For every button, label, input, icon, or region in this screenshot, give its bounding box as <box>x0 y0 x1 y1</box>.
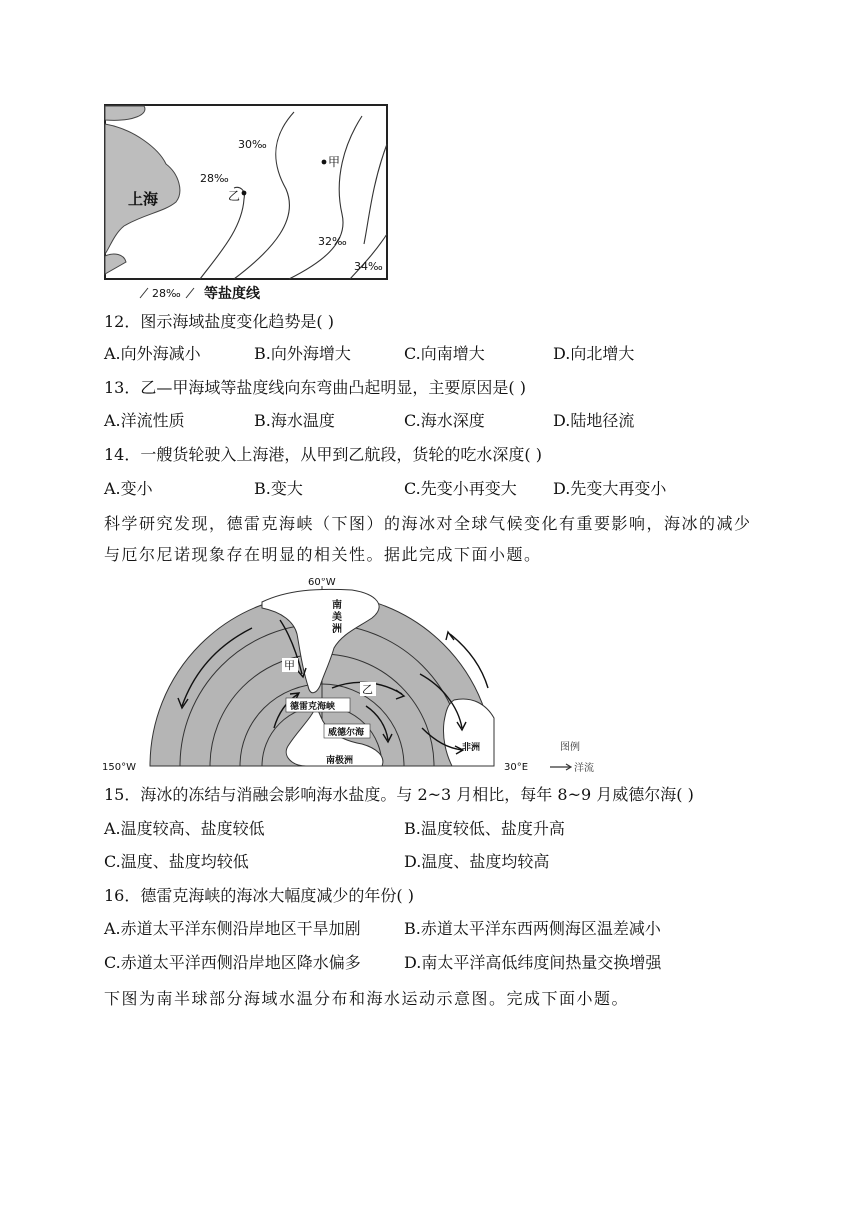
intro-southern-hemisphere <box>104 983 764 1014</box>
label-south-america-3: 洲 <box>332 624 342 635</box>
q16-option-d[interactable]: D.南太平洋高低纬度间热量交换增强 <box>404 953 662 972</box>
intro-drake-line2: 与厄尔尼诺现象存在明显的相关性。据此完成下面小题。 <box>104 545 542 564</box>
label-jia-2: 甲 <box>284 659 295 672</box>
q16-stem: 16．德雷克海峡的海冰大幅度减少的年份( ) <box>104 886 414 905</box>
q13-option-c[interactable]: C.海水深度 <box>404 411 485 430</box>
q14-option-b[interactable]: B.变大 <box>254 479 303 498</box>
q15-option-b[interactable]: B.温度较低、盐度升高 <box>404 819 565 838</box>
intro-drake-passage <box>104 508 764 570</box>
q12-option-d[interactable]: D.向北增大 <box>553 344 635 363</box>
label-weddell: 威德尔海 <box>328 728 365 738</box>
q13-option-a[interactable]: A.洋流性质 <box>104 411 185 430</box>
label-150w: 150°W <box>102 762 136 773</box>
label-yi-2: 乙 <box>362 683 373 696</box>
label-shanghai: 上海 <box>128 190 159 208</box>
label-jia: 甲 <box>328 155 341 169</box>
point-yi <box>242 191 247 196</box>
q16-option-a[interactable]: A.赤道太平洋东侧沿岸地区干旱加剧 <box>104 919 361 938</box>
label-30e: 30°E <box>504 762 529 773</box>
drake-passage-map-figure <box>102 578 622 774</box>
q16-option-b[interactable]: B.赤道太平洋东西两侧海区温差减小 <box>404 919 661 938</box>
q12-option-a[interactable]: A.向外海减小 <box>104 344 201 363</box>
label-south-america-2: 美 <box>332 612 342 623</box>
label-30: 30‰ <box>238 138 267 151</box>
legend-sample: 28‰ <box>152 287 181 300</box>
label-34: 34‰ <box>354 260 383 273</box>
q14-stem: 14．一艘货轮驶入上海港，从甲到乙航段，货轮的吃水深度( ) <box>104 445 542 464</box>
label-yi: 乙 <box>228 189 241 203</box>
salinity-map-figure <box>104 104 388 304</box>
label-africa: 非洲 <box>462 743 481 753</box>
label-60w: 60°W <box>308 578 336 588</box>
q12-option-c[interactable]: C.向南增大 <box>404 344 485 363</box>
q13-option-b[interactable]: B.海水温度 <box>254 411 335 430</box>
africa-land <box>443 699 494 766</box>
q15-stem: 15．海冰的冻结与消融会影响海水盐度。与 2~3 月相比，每年 8~9 月威德尔海( ) <box>104 785 694 804</box>
point-jia <box>322 160 327 165</box>
label-drake: 德雷克海峡 <box>290 702 336 712</box>
legend-current: 洋流 <box>574 763 594 774</box>
q15-option-c[interactable]: C.温度、盐度均较低 <box>104 852 249 871</box>
intro-southern-line1: 下图为南半球部分海域水温分布和海水运动示意图。完成下面小题。 <box>104 989 630 1008</box>
q14-option-a[interactable]: A.变小 <box>104 479 153 498</box>
q12-option-b[interactable]: B.向外海增大 <box>254 344 351 363</box>
legend-label: 等盐度线 <box>204 286 260 302</box>
legend-title: 图例 <box>560 742 580 753</box>
label-32: 32‰ <box>318 235 347 248</box>
label-28: 28‰ <box>200 172 229 185</box>
q14-option-c[interactable]: C.先变小再变大 <box>404 479 517 498</box>
q13-stem: 13．乙—甲海域等盐度线向东弯曲凸起明显，主要原因是( ) <box>104 378 526 397</box>
q13-option-d[interactable]: D.陆地径流 <box>553 411 635 430</box>
q12-stem: 12．图示海域盐度变化趋势是( ) <box>104 312 334 331</box>
label-antarctica: 南极洲 <box>326 756 354 766</box>
q15-option-a[interactable]: A.温度较高、盐度较低 <box>104 819 265 838</box>
label-south-america-1: 南 <box>332 600 342 611</box>
q15-option-d[interactable]: D.温度、盐度均较高 <box>404 852 550 871</box>
q16-option-c[interactable]: C.赤道太平洋西侧沿岸地区降水偏多 <box>104 953 361 972</box>
q14-option-d[interactable]: D.先变大再变小 <box>553 479 667 498</box>
intro-drake-line1: 科学研究发现，德雷克海峡（下图）的海冰对全球气候变化有重要影响，海冰的减少 <box>104 514 752 533</box>
